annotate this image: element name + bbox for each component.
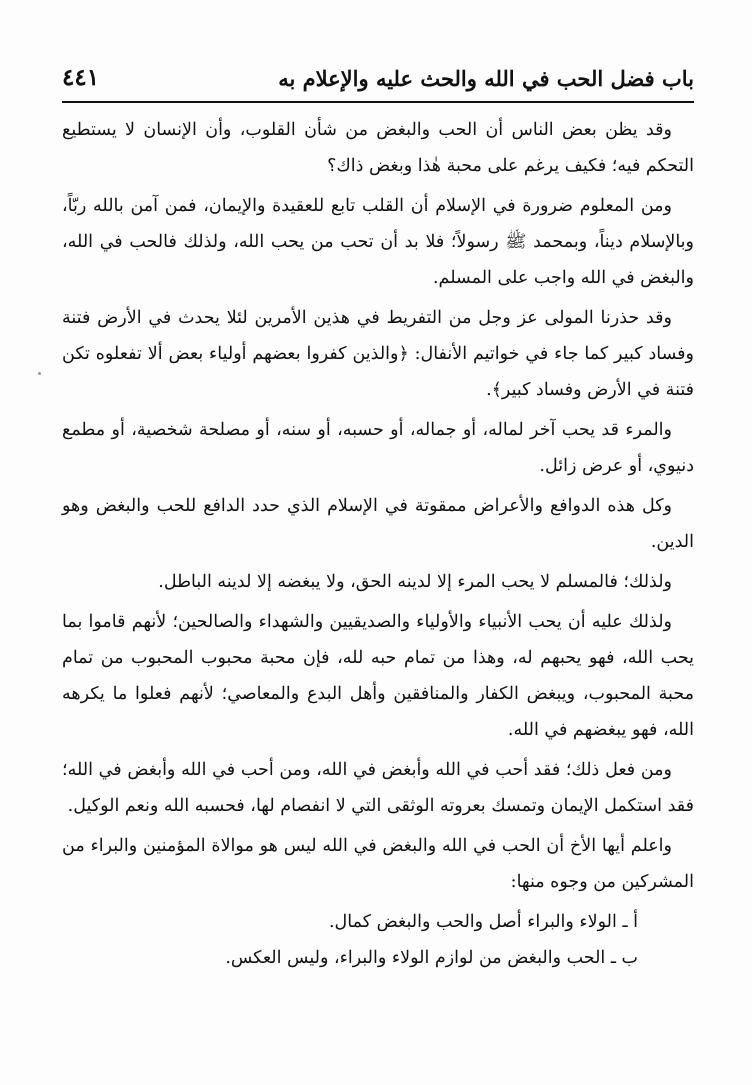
paragraph: ومن المعلوم ضرورة في الإسلام أن القلب تابع للعقيدة والإيمان، فمن آمن بالله ربّاً، وبالإسلام ديناً، وبمحمد ﷺ رسولاً؛ فلا بد أن تحب من يحب الله، ولذلك فالحب في الله، والبغض في الله واجب على المسلم.	[62, 196, 694, 288]
paragraph: ولذلك؛ فالمسلم لا يحب المرء إلا لدينه الحق، ولا يبغضه إلا لدينه الباطل.	[158, 572, 672, 592]
list-item-b: ب ـ الحب والبغض من لوازم الولاء والبراء، وليس العكس.	[225, 948, 638, 968]
paragraph: والمرء قد يحب آخر لماله، أو جماله، أو حسبه، أو سنه، أو مصلحة شخصية، أو مطمع دنيوي، أو عرض زائل.	[62, 420, 694, 476]
paragraph: ومن فعل ذلك؛ فقد أحب في الله وأبغض في الله، ومن أحب في الله وأبغض في الله؛ فقد استكمل الإيمان وتمسك بعروته الوثقى التي لا انفصام لها، فحسبه الله ونعم الوكيل.	[62, 760, 694, 816]
paragraph: وكل هذه الدوافع والأعراض ممقوتة في الإسلام الذي حدد الدافع للحب والبغض وهو الدين.	[62, 496, 694, 552]
margin-speck	[38, 372, 41, 375]
page-header	[62, 62, 694, 102]
chapter-title: باب فضل الحب في الله والحث عليه والإعلام به	[278, 66, 694, 91]
page-number: ٤٤١	[62, 64, 100, 91]
page-body	[62, 112, 694, 976]
paragraph: وقد يظن بعض الناس أن الحب والبغض من شأن القلوب، وأن الإنسان لا يستطيع التحكم فيه؛ فكيف يرغم على محبة هٰذا وبغض ذاك؟	[62, 120, 694, 176]
list-item-a: أ ـ الولاء والبراء أصل والحب والبغض كمال.	[328, 912, 638, 932]
header-divider	[62, 101, 694, 103]
paragraph: وقد حذرنا المولى عز وجل من التفريط في هذين الأمرين لئلا يحدث في الأرض فتنة وفساد كبير كما جاء في خواتيم الأنفال: ﴿والذين كفروا بعضهم أولياء بعض ألا تفعلوه تكن فتنة في الأرض وفساد كبير﴾.	[62, 308, 694, 400]
paragraph: واعلم أيها الأخ أن الحب في الله والبغض في الله ليس هو موالاة المؤمنين والبراء من المشركين من وجوه منها:	[62, 836, 694, 892]
paragraph: ولذلك عليه أن يحب الأنبياء والأولياء والصديقيين والشهداء والصالحين؛ لأنهم قاموا بما يحب الله، فهو يحبهم له، وهذا من تمام حبه لله، فإن محبة محبوب المحبوب من تمام محبة المحبوب، ويبغض الكفار والمنافقين وأهل البدع والمعاصي؛ لأنهم فعلوا ما يكرهه الله، فهو يبغضهم في الله.	[62, 612, 694, 740]
